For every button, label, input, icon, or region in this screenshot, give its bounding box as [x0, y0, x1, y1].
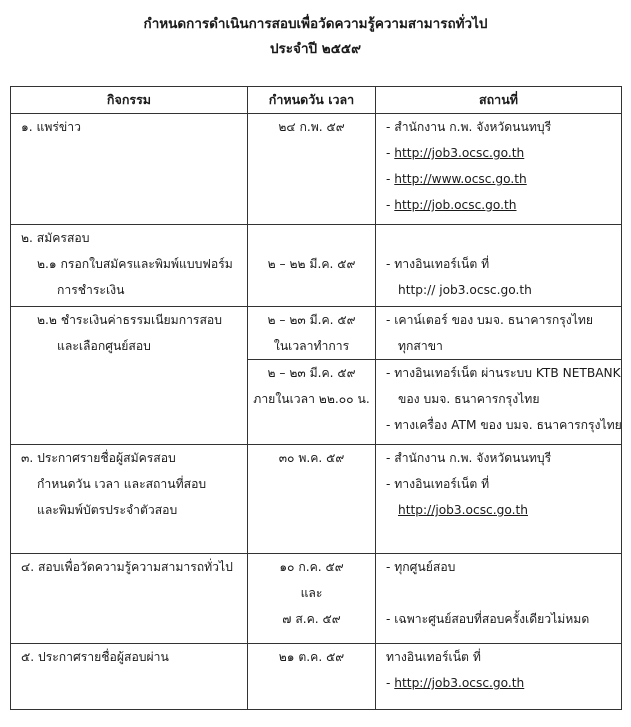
date-note: ภายในเวลา ๒๒.๐๐ น.: [253, 392, 370, 406]
location-cell: - สำนักงาน ก.พ. จังหวัดนนทบุรี - http://job3.ocsc.go.th - http://www.ocsc.go.th - http://job.ocsc.go.th: [376, 114, 622, 225]
location-text-atm: - ทางเครื่อง ATM ของ บมจ. ธนาคารกรุงไทย: [386, 418, 622, 432]
activity-label: ๓. ประกาศรายชื่อผู้สมัครสอบ: [21, 451, 176, 465]
date-cell: [248, 307, 376, 360]
link-ocsc[interactable]: http://www.ocsc.go.th: [394, 172, 527, 186]
sub-activity-label-cont: และเลือกศูนย์สอบ: [57, 339, 151, 353]
date-cell: [248, 225, 376, 307]
date-text: ๒ – ๒๓ มี.ค. ๕๙: [267, 313, 356, 327]
activity-label: ๑. แพร่ข่าว: [21, 120, 81, 134]
date-text: ๒๑ ต.ค. ๕๙: [278, 650, 345, 664]
date-text: ๑๐ ก.ค. ๕๙: [279, 560, 344, 574]
date-text: ๒ – ๒๓ มี.ค. ๕๙: [267, 366, 356, 380]
activity-label: ๒. สมัครสอบ: [21, 231, 90, 245]
activity-cell: [11, 445, 248, 554]
location-text: - ทุกศูนย์สอบ: [386, 560, 456, 574]
activity-label: ๔. สอบเพื่อวัดความรู้ความสามารถทั่วไป: [21, 560, 233, 574]
date-and: และ: [300, 586, 323, 600]
table-header-row: [11, 87, 622, 114]
location-cell: [376, 307, 622, 360]
activity-label-cont: และพิมพ์บัตรประจำตัวสอบ: [37, 503, 178, 517]
date-text: ๒๔ ก.พ. ๕๙: [278, 120, 345, 134]
sub-activity-label-cont: การชำระเงิน: [57, 283, 125, 297]
column-header-activity: กิจกรรม: [11, 87, 248, 114]
activity-cell: [11, 307, 248, 445]
location-text: - สำนักงาน ก.พ. จังหวัดนนทบุรี: [386, 451, 552, 465]
location-cell: [376, 225, 622, 307]
location-text: ทางอินเทอร์เน็ต ที่: [386, 650, 481, 664]
location-cell: [376, 445, 622, 554]
date-cell: [248, 554, 376, 644]
location-text: - เคาน์เตอร์ ของ บมจ. ธนาคารกรุงไทย: [386, 313, 594, 327]
location-cell: ทางอินเทอร์เน็ต ที่ - http://job3.ocsc.go.th: [376, 644, 622, 710]
page-title: กำหนดการดำเนินการสอบเพื่อวัดความรู้ความสามารถทั่วไป: [143, 16, 488, 32]
table-row-announce-applicants: [11, 445, 622, 554]
date-text: ๓๐ พ.ค. ๕๙: [278, 451, 345, 465]
activity-label: ๕. ประกาศรายชื่อผู้สอบผ่าน: [21, 650, 169, 664]
activity-cell: [11, 644, 248, 710]
location-text-cont: ทุกสาขา: [398, 339, 443, 353]
link-job3[interactable]: http://job3.ocsc.go.th: [398, 503, 528, 517]
link-job3[interactable]: http://job3.ocsc.go.th: [394, 146, 525, 160]
date-cell: [248, 360, 376, 445]
sub-activity-label: ๒.๑ กรอกใบสมัครและพิมพ์แบบฟอร์ม: [37, 257, 233, 271]
table-row-payment-counter: [11, 307, 622, 360]
date-text: ๗ ส.ค. ๕๙: [282, 612, 341, 626]
location-text: - ทางอินเทอร์เน็ต ที่: [386, 477, 490, 491]
location-text: - ทางอินเทอร์เน็ต ผ่านระบบ KTB NETBANK: [386, 366, 621, 380]
activity-cell: [11, 554, 248, 644]
activity-cell: [11, 114, 248, 225]
table-row-exam: [11, 554, 622, 644]
activity-cell: [11, 225, 248, 307]
location-text-cont: ของ บมจ. ธนาคารกรุงไทย: [398, 392, 540, 406]
table-row-publicity: [11, 114, 622, 225]
location-text: - ทางอินเทอร์เน็ต ที่: [386, 257, 490, 271]
column-header-date: กำหนดวัน เวลา: [248, 87, 376, 114]
schedule-table: [10, 86, 622, 710]
activity-label-cont: กำหนดวัน เวลา และสถานที่สอบ: [37, 477, 207, 491]
location-url-text: http:// job3.ocsc.go.th: [398, 283, 532, 297]
sub-activity-label: ๒.๒ ชำระเงินค่าธรรมเนียมการสอบ: [37, 313, 222, 327]
date-cell: [248, 644, 376, 710]
location-cell: [376, 360, 622, 445]
table-row-apply-form: [11, 225, 622, 307]
location-cell: [376, 554, 622, 644]
date-note: ในเวลาทำการ: [273, 339, 350, 353]
page-subtitle: ประจำปี ๒๕๕๙: [269, 41, 362, 57]
table-row-announce-passed: [11, 644, 622, 710]
column-header-location: สถานที่: [376, 87, 622, 114]
link-job[interactable]: http://job.ocsc.go.th: [394, 198, 517, 212]
location-text: - เฉพาะศูนย์สอบที่สอบครั้งเดียวไม่หมด: [386, 612, 590, 626]
date-cell: [248, 445, 376, 554]
location-text: - สำนักงาน ก.พ. จังหวัดนนทบุรี: [386, 120, 552, 134]
date-text: ๒ – ๒๒ มี.ค. ๕๙: [267, 257, 356, 271]
link-job3[interactable]: http://job3.ocsc.go.th: [394, 676, 525, 690]
date-cell: [248, 114, 376, 225]
